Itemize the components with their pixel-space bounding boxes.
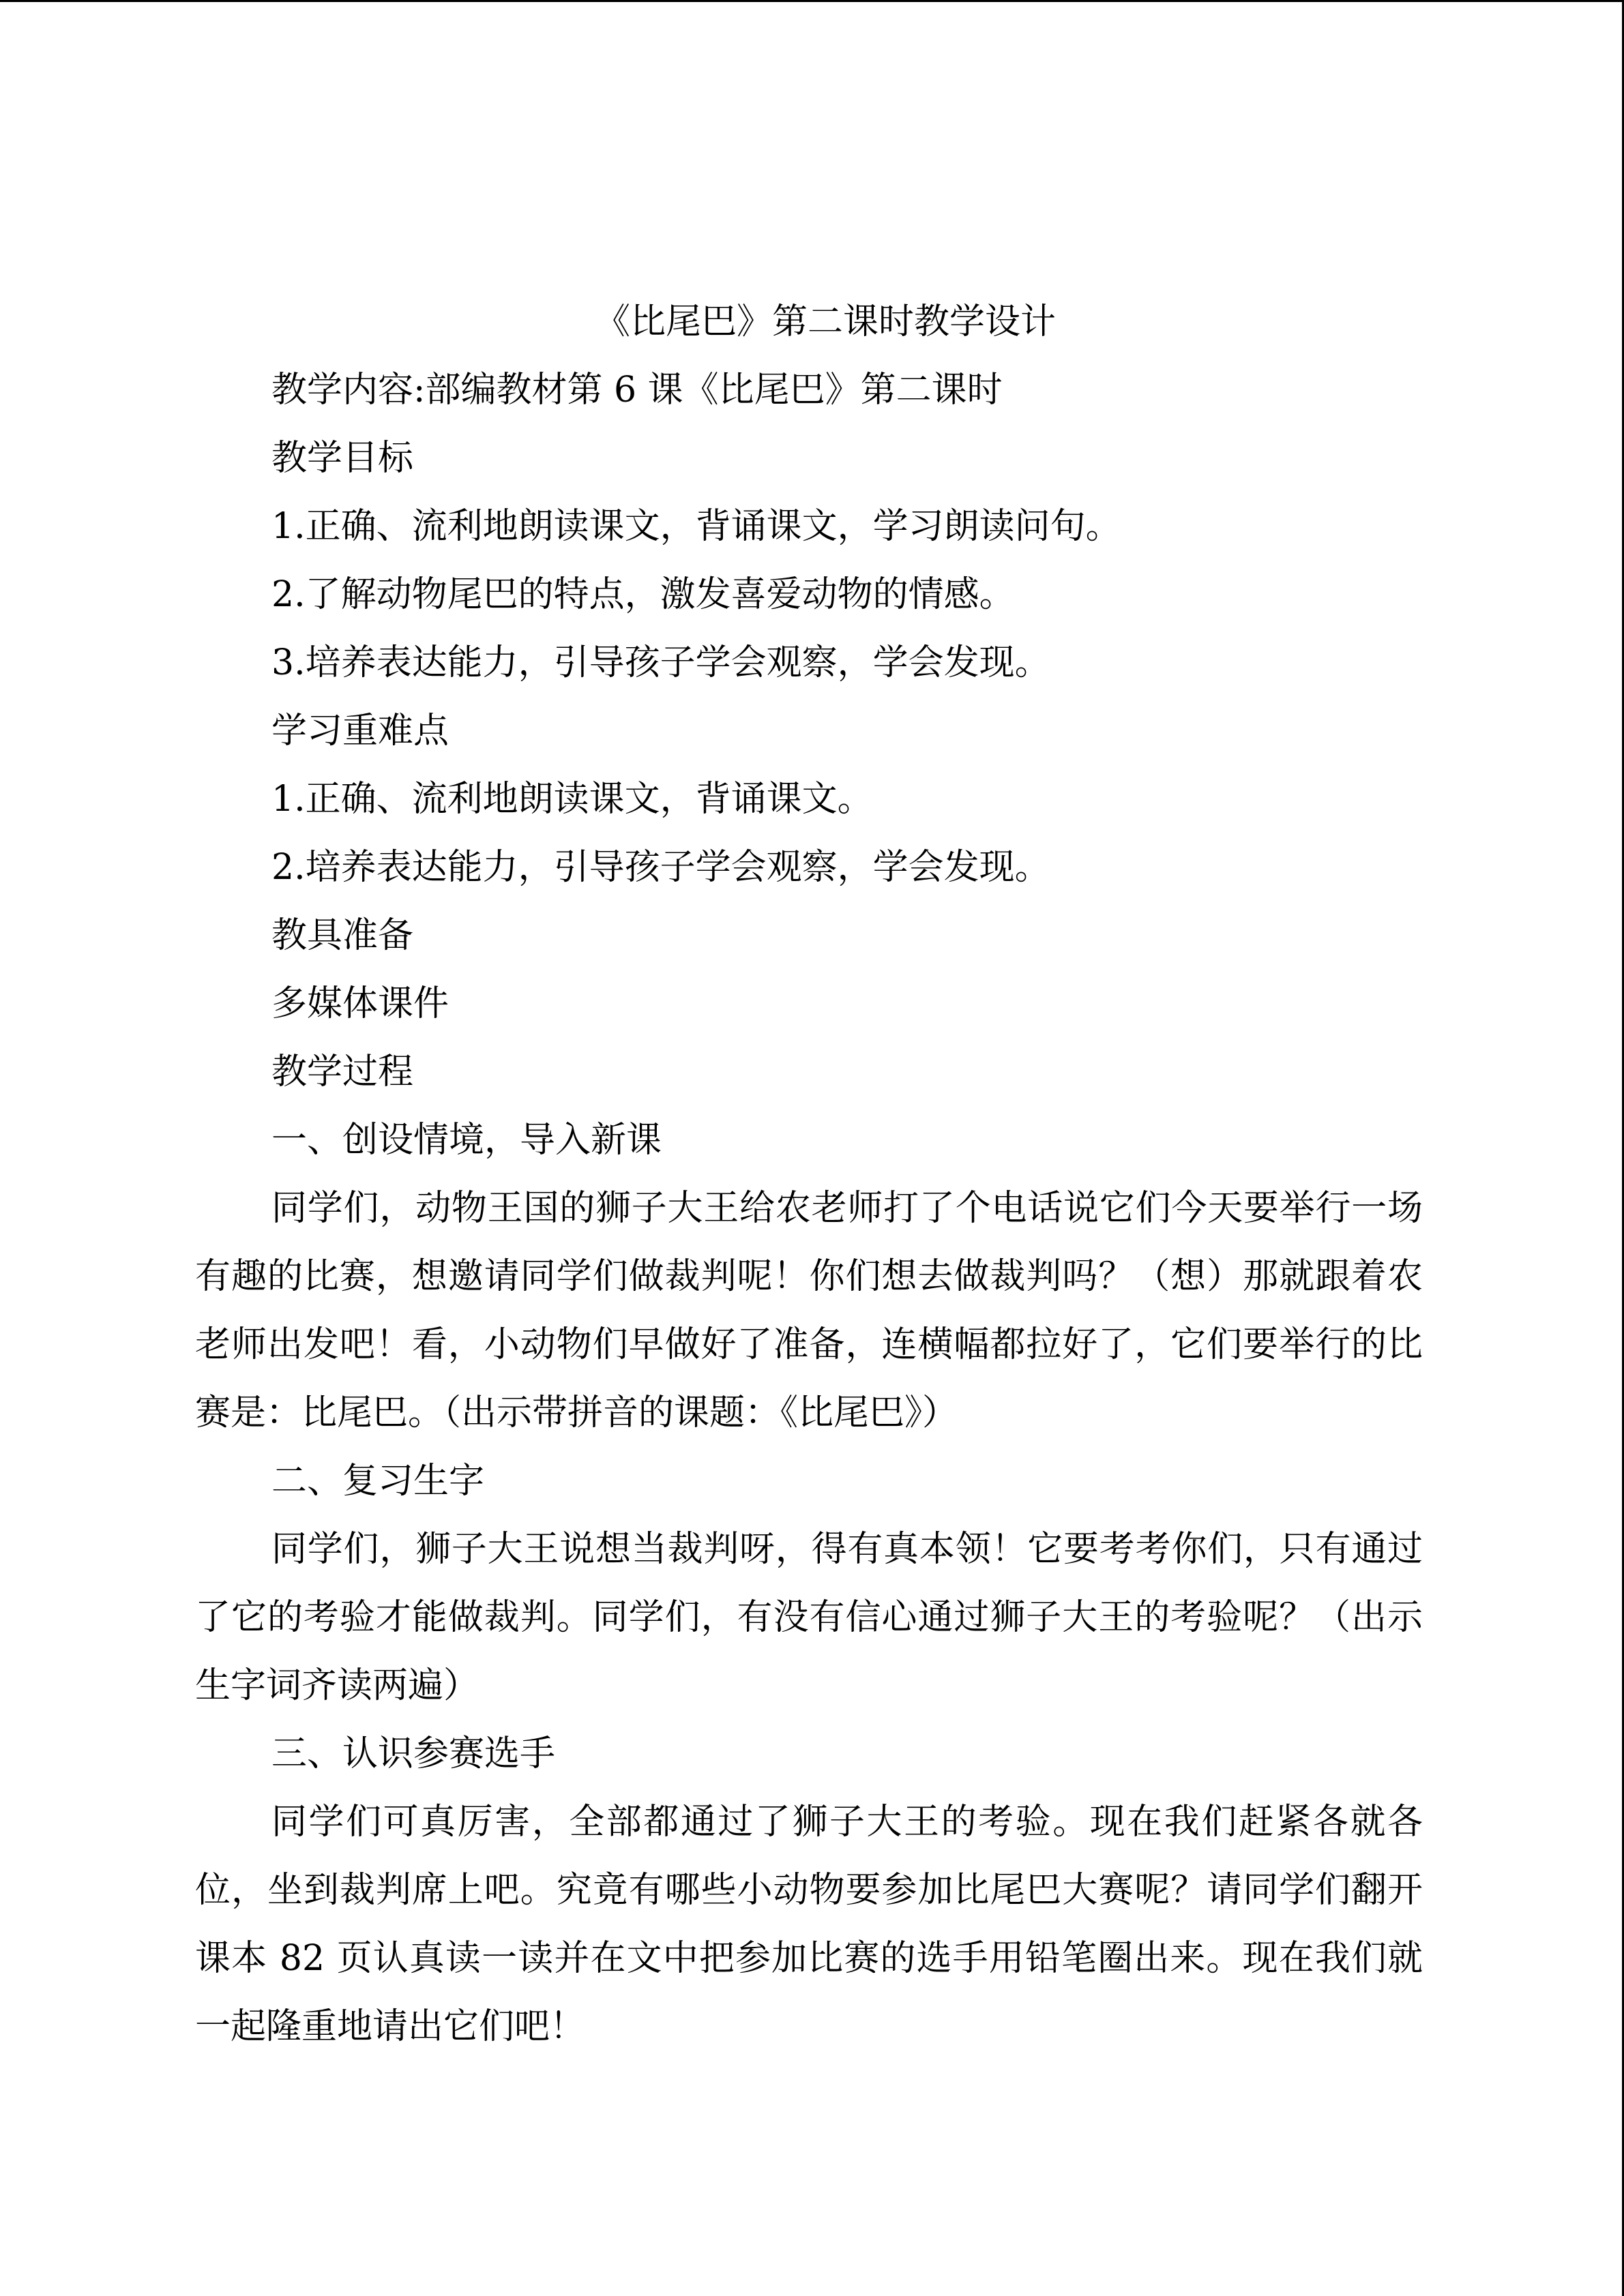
document-title: 《比尾巴》第二课时教学设计 [594,301,1056,342]
section3-paragraph: 同学们可真厉害，全部都通过了狮子大王的考验。现在我们赶紧各就各位，坐到裁判席上吧。究竟有哪些小动物要参加比尾巴大赛呢？请同学们翻开课本 82 页认真读一读并在文中把参加比赛的选手用铅笔圈出来。现在我们就一起隆重地请出它们吧！ [195,1802,1423,2047]
section2-heading: 二、复习生字 [271,1461,485,1502]
section3-heading: 三、认识参赛选手 [271,1733,556,1774]
teaching-content-line: 教学内容:部编教材第 6 课《比尾巴》第二课时 [271,370,1003,411]
section1-paragraph: 同学们，动物王国的狮子大王给农老师打了个电话说它们今天要举行一场有趣的比赛，想邀请同学们做裁判呢！你们想去做裁判吗？（想）那就跟着农老师出发吧！看，小动物们早做好了准备，连横幅都拉好了，它们要举行的比赛是：比尾巴。（出示带拼音的课题：《比尾巴》） [195,1188,1423,1433]
section1-heading: 一、创设情境，导入新课 [271,1120,662,1161]
objectives-heading: 教学目标 [271,438,414,479]
key-point-item: 2.培养表达能力，引导孩子学会观察，学会发现。 [271,847,1050,888]
objective-item: 2.了解动物尾巴的特点，激发喜爱动物的情感。 [271,574,1015,615]
document-body [195,288,1423,2061]
process-heading: 教学过程 [271,1052,414,1092]
section2-paragraph: 同学们，狮子大王说想当裁判呀，得有真本领！它要考考你们，只有通过了它的考验才能做裁判。同学们，有没有信心通过狮子大王的考验呢？（出示生字词齐读两遍） [195,1529,1423,1706]
objective-item: 3.培养表达能力，引导孩子学会观察，学会发现。 [271,642,1050,683]
objective-item: 1.正确、流利地朗读课文，背诵课文，学习朗读问句。 [271,506,1121,547]
materials-heading: 教具准备 [271,915,414,956]
key-points-heading: 学习重难点 [271,711,449,751]
materials-text: 多媒体课件 [271,983,449,1024]
page-border-top [0,0,1624,2]
key-point-item: 1.正确、流利地朗读课文，背诵课文。 [271,779,873,820]
